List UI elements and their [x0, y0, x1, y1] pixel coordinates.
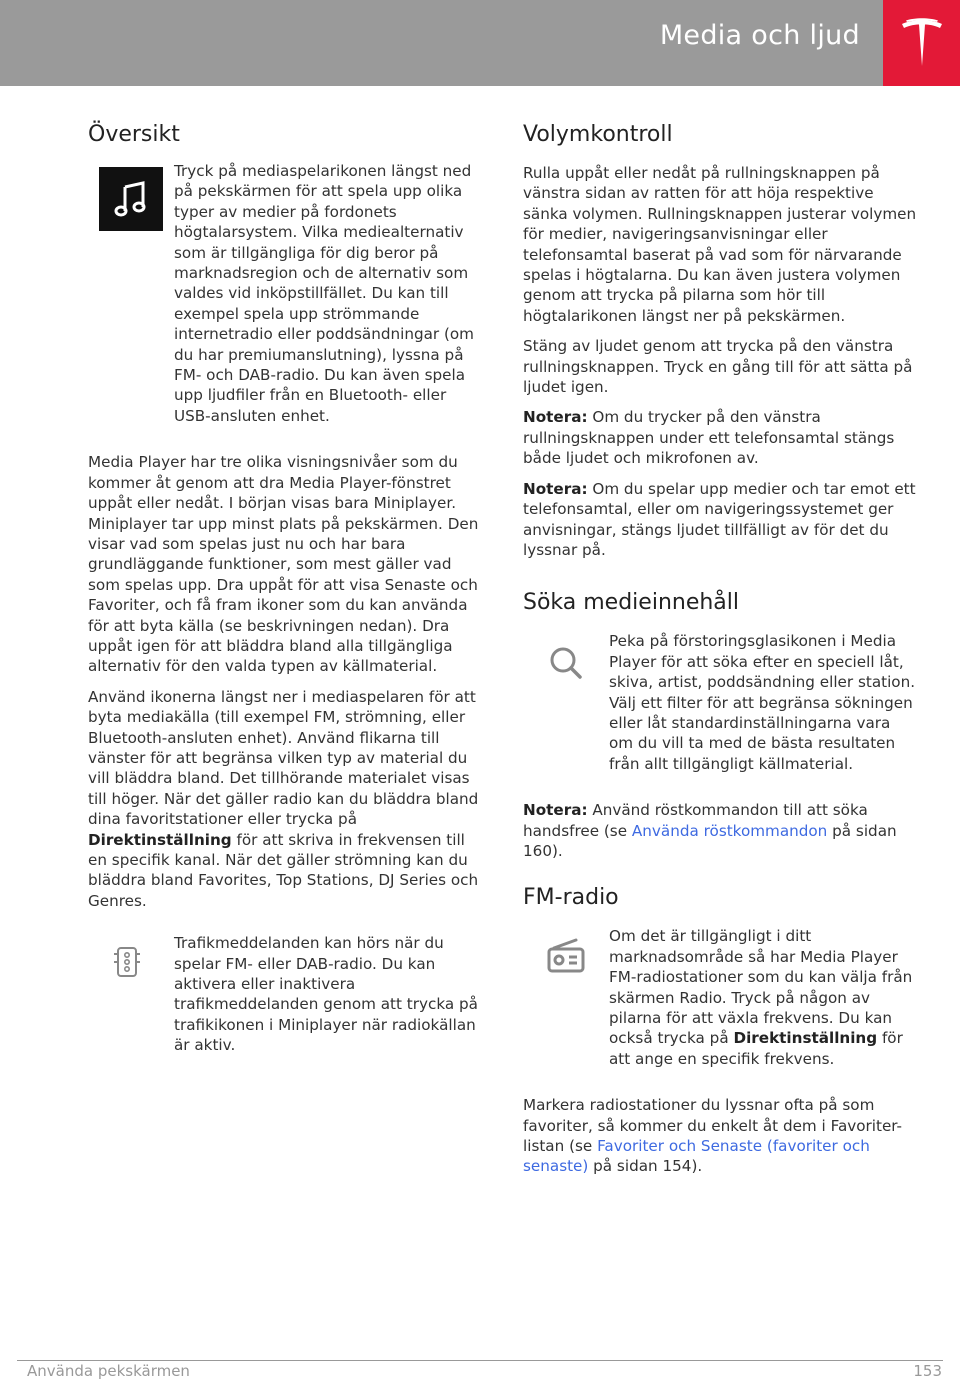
- note-3-text-a: Använd röstkommandon till att söka handsfree (se: [523, 801, 868, 840]
- favorites-text-a: Markera radiostationer du lyssnar ofta på som favoriter, så kommer du enkelt åt dem i Favoriter-listan (se: [523, 1096, 903, 1156]
- favorites-text-b: på sidan 154).: [588, 1157, 703, 1176]
- media-icon-slot: [88, 161, 174, 231]
- right-column: [523, 122, 918, 1187]
- note-2: [523, 479, 918, 561]
- traffic-paragraph: Trafikmeddelanden kan hörs när du spelar FM- eller DAB-radio. Du kan aktivera eller inaktivera trafikmeddelanden genom att trycka på trafikikonen i Miniplayer när radiokällan är aktiv.: [174, 934, 478, 1055]
- search-icon-slot: [523, 631, 609, 683]
- search-text: [609, 631, 918, 774]
- tesla-logo-icon: [900, 18, 944, 68]
- footer-section-title: Använda pekskärmen: [27, 1362, 190, 1380]
- media-source-paragraph: [88, 687, 480, 911]
- fm-text-b: för att ange en specifik frekvens.: [609, 1029, 903, 1068]
- page-header: [0, 0, 960, 86]
- note-label: Notera:: [523, 408, 588, 427]
- radio-icon: [546, 936, 586, 976]
- note-1-text: Om du trycker på den vänstra rullningsknappen under ett telefonsamtal stängs både ljudet och mikrofonen av.: [523, 408, 895, 468]
- fm-row: [523, 926, 918, 1069]
- chapter-title: Media och ljud: [659, 20, 860, 51]
- volume-heading: Volymkontroll: [523, 122, 673, 147]
- media-source-text-b: för att skriva in frekvensen till en specifik kanal. När det gäller strömning kan du bläddra bland Favorites, Top Stations, DJ Series och Genres.: [88, 830, 479, 910]
- media-source-text-a: Använd ikonerna längst ner i mediaspelaren för att byta mediakälla (till exempel FM, strömning, eller Bluetooth-ansluten enhet). Använd flikarna till vänster för att begränsa vilken typ av material du vill bläddra bland. Det tillhörande materialet visas till höger. När det gäller radio kan du bläddra bland dina favoritstationer eller trycka på: [88, 687, 479, 829]
- direct-tuning-label: Direktinställning: [88, 830, 232, 849]
- footer-divider: [17, 1360, 943, 1361]
- note-label: Notera:: [523, 801, 588, 820]
- fm-text-a: Om det är tillgängligt i ditt marknadsområde så har Media Player FM-radiostationer som du kan välja från skärmen Radio. Tryck på någon av pilarna för att växla frekvens. Du kan också trycka på: [609, 927, 913, 1048]
- fm-text: [609, 926, 918, 1069]
- search-paragraph: Peka på förstoringsglasikonen i Media Player för att söka efter en speciell låt, skiva, artist, poddsändning eller station. Välj ett filter för att begränsa sökningen eller låt standardinställningarna vara om du vill ta med de bästa resultaten från allt tillgängligt källmaterial.: [609, 632, 916, 773]
- media-player-paragraph: Media Player har tre olika visningsnivåer som du kommer åt genom att dra Media Player-fönstret uppåt eller nedåt. I början visas bara Miniplayer. Miniplayer tar upp minst plats på pekskärmen. Den visar vad som spelas just nu och har bara grundläggande funktioner, som mest gäller vad som spelas upp. Dra uppåt för att visa Senaste och Favoriter, och få fram ikoner som du kan använda för att byta källa (se beskrivningen nedan). Dra uppåt igen för att bläddra bland alla tillgängliga alternativ för den valda typen av källmaterial.: [88, 453, 479, 676]
- fm-paragraph: [609, 926, 918, 1069]
- search-heading: Söka medieinnehåll: [523, 590, 740, 616]
- traffic-row: [88, 933, 480, 1055]
- radio-icon-slot: [523, 926, 609, 976]
- page-number: 153: [913, 1362, 942, 1380]
- note-label: Notera:: [523, 479, 588, 498]
- traffic-text: [174, 933, 480, 1055]
- voice-commands-link[interactable]: Använda röstkommandon: [631, 821, 828, 840]
- traffic-info-icon: [112, 945, 142, 979]
- search-icon: [546, 643, 586, 683]
- media-intro-row: [88, 161, 480, 426]
- traffic-icon-slot: [88, 933, 174, 979]
- note-3: [523, 800, 918, 861]
- media-intro-paragraph: Tryck på mediaspelarikonen längst ned på pekskärmen för att spela upp olika typer av medier på fordonets högtalarsystem. Vilka mediealternativ som är tillgängliga för dig beror på marknadsregion och de alternativ som valdes vid inköpstillfället. Du kan till exempel spela upp strömmande internetradio eller poddsändningar (om du har premiumanslutning), lyssna på FM- och DAB-radio. Du kan även spela upp ljudfiler från en Bluetooth- eller USB-ansluten enhet.: [174, 162, 474, 425]
- volume-paragraph-2: Stäng av ljudet genom att trycka på den vänstra rullningsknappen. Tryck en gång till för att sätta på ljudet igen.: [523, 337, 913, 397]
- media-intro-text: [174, 161, 480, 426]
- direct-tuning-label: Direktinställning: [733, 1029, 878, 1048]
- volume-paragraph-1: Rulla uppåt eller nedåt på rullningsknappen på vänstra sidan av ratten för att höja respektive sänka volymen. Rullningsknappen justerar volymen för medier, navigeringsanvisningar eller telefonsamtal baserat på vad som för närvarande spelas i högtalarna. Du kan även justera volymen genom att trycka på pilarna som hör till högtalarikonen längst ner på pekskärmen.: [523, 164, 917, 325]
- music-note-icon: [99, 167, 163, 231]
- note-2-text: Om du spelar upp medier och tar emot ett telefonsamtal, eller om navigeringssystemet ger anvisningar, stängs ljudet tillfälligt av för det du lyssnar på.: [523, 479, 916, 559]
- note-3-text-b: på sidan 160).: [523, 821, 897, 860]
- left-column: [88, 122, 480, 1082]
- favorites-paragraph: [523, 1095, 918, 1177]
- overview-heading: Översikt: [88, 122, 180, 147]
- fm-heading: FM-radio: [523, 885, 619, 911]
- favorites-link[interactable]: Favoriter och Senaste (favoriter och senaste): [523, 1137, 870, 1176]
- tesla-logo: [883, 0, 960, 86]
- search-row: [523, 631, 918, 774]
- note-1: [523, 407, 918, 468]
